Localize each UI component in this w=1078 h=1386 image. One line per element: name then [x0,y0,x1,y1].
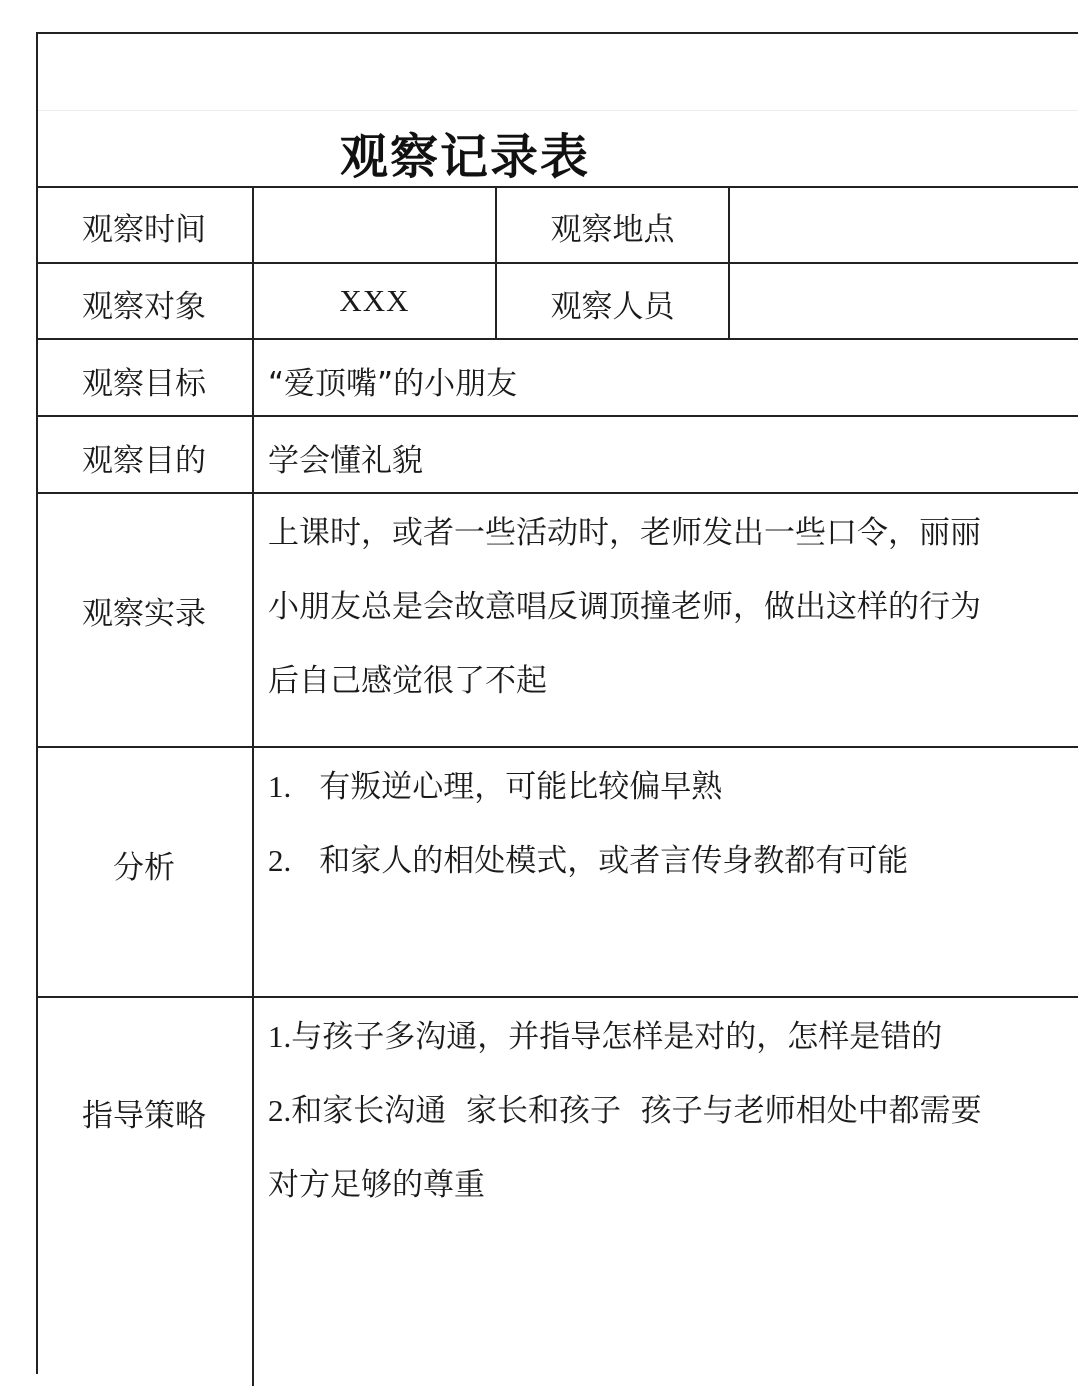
strategy-line [268,1148,982,1222]
target-label: 观察目标 [82,366,206,402]
strategy-line [268,1000,982,1074]
row-divider [38,262,1078,264]
row-divider [38,492,1078,494]
strategy-line-text: 对方足够的尊重 [268,1167,485,1203]
analysis-content [268,750,908,898]
table-title: 观察记录表 [340,129,591,185]
title-row [38,34,1078,188]
row-divider [38,746,1078,748]
analysis-item [268,824,908,898]
target-value: “爱顶嘴”的小朋友 [268,366,518,402]
strategy-line-number: 2. [268,1093,292,1128]
row-divider [38,996,1078,998]
strategy-line-text: 与孩子多沟通，并指导怎样是对的，怎样是错的 [291,1019,943,1055]
strategy-label: 指导策略 [82,1098,206,1134]
analysis-item-number: 2. [268,843,292,878]
row-divider [38,338,1078,340]
time-label: 观察时间 [82,212,206,248]
column-divider [728,186,730,340]
column-divider [252,186,254,1386]
purpose-label: 观察目的 [82,443,206,479]
analysis-label: 分析 [113,850,175,886]
strategy-line [268,1074,982,1148]
place-label: 观察地点 [550,212,675,248]
analysis-item-text: 有叛逆心理，可能比较偏早熟 [319,769,723,805]
observation-record-table [36,32,1078,1374]
analysis-item [268,750,908,824]
subject-label: 观察对象 [82,289,206,325]
subject-value: XXX [339,283,410,318]
row-divider [38,415,1078,417]
strategy-line-text: 和家长沟通 家长和孩子 孩子与老师相处中都需要 [291,1093,982,1129]
record-label: 观察实录 [82,596,206,632]
record-line: 小朋友总是会故意唱反调顶撞老师，做出这样的行为 [268,589,981,625]
record-line: 上课时，或者一些活动时，老师发出一些口令，丽丽 [268,515,981,551]
purpose-value: 学会懂礼貌 [268,443,423,479]
analysis-item-text: 和家人的相处模式，或者言传身教都有可能 [319,843,909,879]
strategy-content [268,1000,982,1222]
record-line: 后自己感觉很了不起 [268,663,547,699]
faint-guide-line [38,110,1078,111]
observer-label: 观察人员 [550,289,675,325]
strategy-line-number: 1. [268,1019,292,1054]
record-content [268,496,981,718]
analysis-item-number: 1. [268,769,292,804]
